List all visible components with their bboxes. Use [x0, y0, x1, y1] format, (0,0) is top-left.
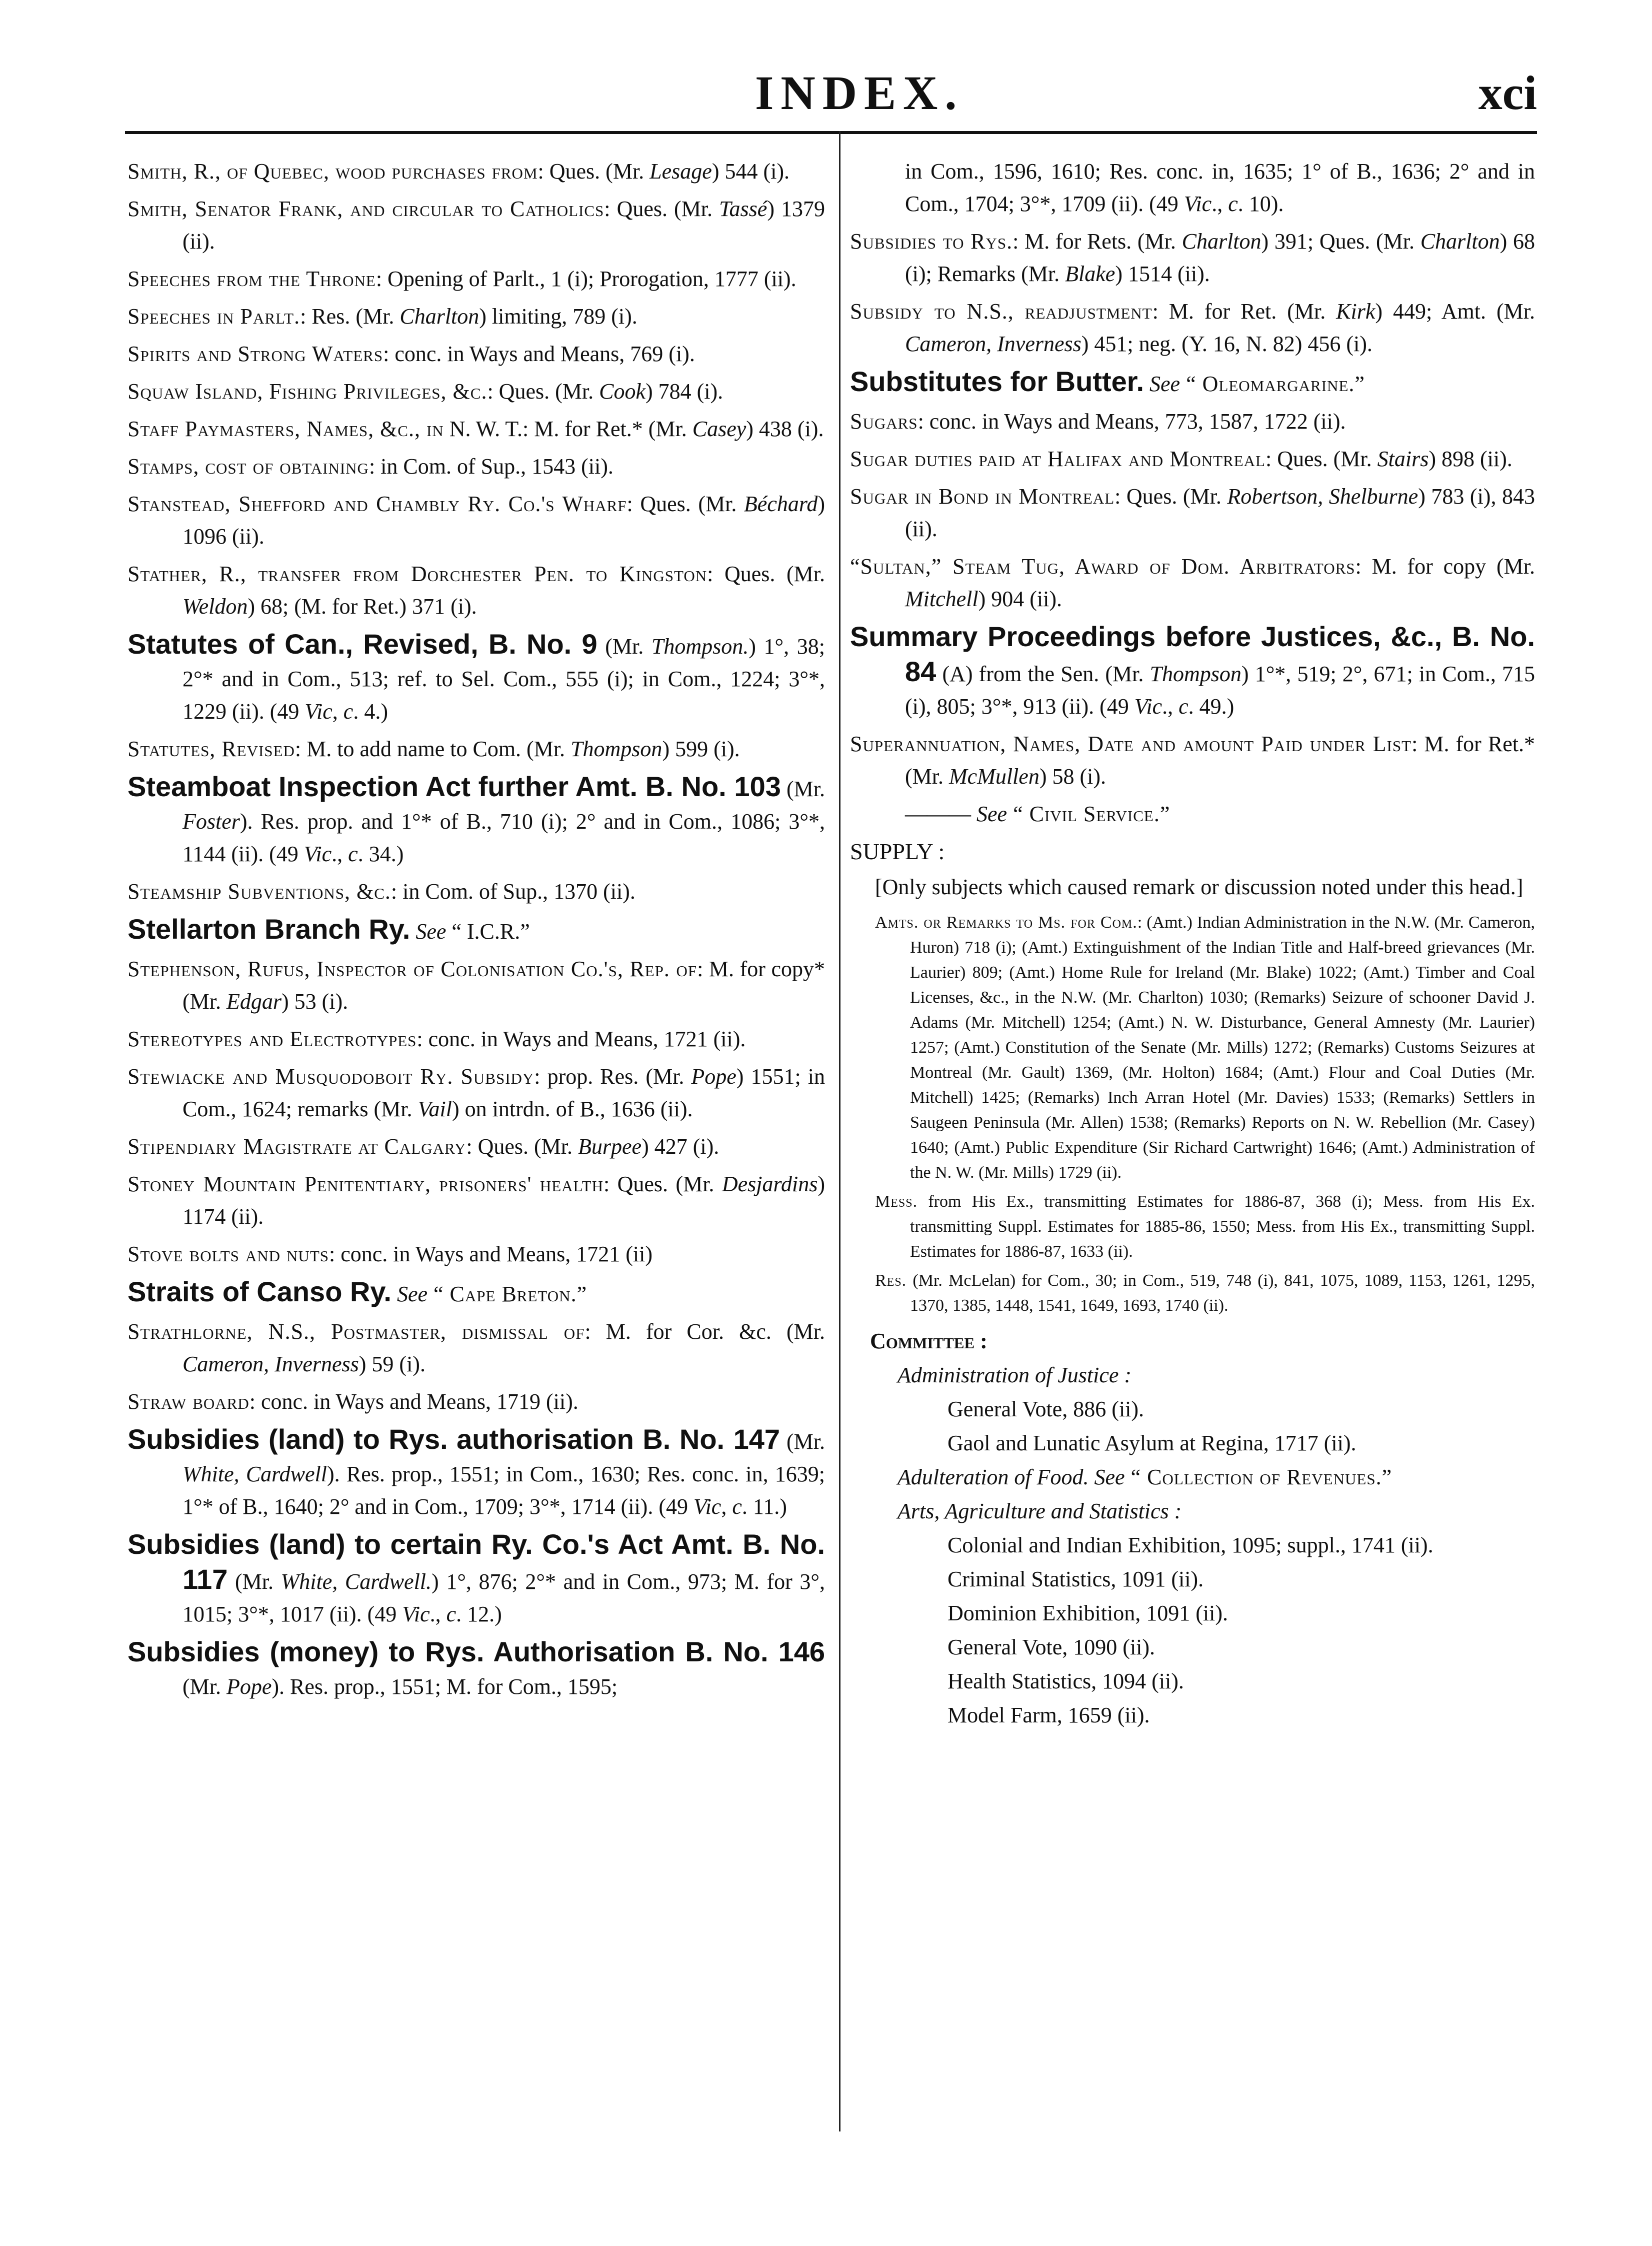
index-entry: Sugars: conc. in Ways and Means, 773, 1587, 1722 (ii). [850, 409, 1346, 434]
column-divider [839, 131, 840, 2131]
committee-item: General Vote, 886 (ii). [948, 1397, 1144, 1421]
supply-entry: Amts. or Remarks to Ms. for Com.: (Amt.) Indian Administration in the N.W. (Mr. Cameron, Huron) 718 (i); (Amt.) Extinguishment of the Indian Title and Half-breed grievances (Mr. Laurier) 809; (Amt.) Home Rule for Ireland (Mr. Blake) 1022; (Amt.) Timber and Coal Licenses, &c., in the N.W. (Mr. Charlton) 1030; (Remarks) Seizure of schooner David J. Adams (Mr. Mitchell) 1254; (Amt.) N. W. Disturbance, General Amnesty (Mr. Laurier) 1257; (Amt.) Constitution of the Senate (Mr. Mills) 1272; (Remarks) Customs Seizures at Montreal (Mr. Gault) 1369, (Mr. Holton) 1684; (Amt.) Flour and Coal Duties (Mr. Mitchell) 1425; (Remarks) Inch Arran Hotel (Mr. Davies) 1533; (Remarks) Settlers in Saugeen Peninsula (Mr. Allen) 1538; (Remarks) Reports on N. W. Rebellion (Mr. Casey) 1640; (Amt.) Public Expenditure (Sir Richard Cartwright) 1646; (Amt.) Administration of the N. W. (Mr. Mills) 1729 (ii). [875, 913, 1535, 1182]
index-entry-see-also: ——— See “ Civil Service.” [905, 802, 1170, 826]
index-entry: Straits of Canso Ry. See “ Cape Breton.” [128, 1276, 588, 1307]
index-entry: Sugar duties paid at Halifax and Montreal: Ques. (Mr. Stairs) 898 (ii). [850, 447, 1512, 471]
page-title: INDEX. [755, 66, 964, 120]
index-entry: Steamboat Inspection Act further Amt. B. No. 103 (Mr. Foster). Res. prop. and 1°* of B., 710 (i); 2° and in Com., 1086; 3°*, 1144 (ii). (49 Vic., c. 34.) [128, 771, 826, 866]
index-entry: Subsidy to N.S., readjustment: M. for Ret. (Mr. Kirk) 449; Amt. (Mr. Cameron, Inverness) 451; neg. (Y. 16, N. 82) 456 (i). [850, 299, 1535, 356]
index-entry: Straw board: conc. in Ways and Means, 1719 (ii). [128, 1389, 578, 1414]
committee-item: Gaol and Lunatic Asylum at Regina, 1717 (ii). [948, 1431, 1356, 1455]
index-entry: Squaw Island, Fishing Privileges, &c.: Ques. (Mr. Cook) 784 (i). [128, 379, 724, 404]
left-column [128, 155, 825, 1708]
index-entry: Statutes, Revised: M. to add name to Com. (Mr. Thompson) 599 (i). [128, 737, 740, 761]
index-entry: Stellarton Branch Ry. See “ I.C.R.” [128, 913, 530, 945]
index-entry: Substitutes for Butter. See “ Oleomargarine.” [850, 366, 1365, 397]
index-entry: Strathlorne, N.S., Postmaster, dismissal of: M. for Cor. &c. (Mr. Cameron, Inverness) 59 (i). [128, 1319, 825, 1376]
committee-subhead: Administration of Justice : [898, 1363, 1132, 1387]
index-entry: Subsidies (land) to Rys. authorisation B. No. 147 (Mr. White, Cardwell). Res. prop., 1551; in Com., 1630; Res. conc. in, 1639; 1°* of B., 1640; 2° and in Com., 1709; 3°*, 1714 (ii). (49 Vic, c. 11.) [128, 1423, 826, 1519]
index-entry: Steamship Subventions, &c.: in Com. of Sup., 1370 (ii). [128, 879, 636, 904]
index-entry: Sugar in Bond in Montreal: Ques. (Mr. Robertson, Shelburne) 783 (i), 843 (ii). [850, 484, 1535, 541]
index-entry: Stewiacke and Musquodoboit Ry. Subsidy: prop. Res. (Mr. Pope) 1551; in Com., 1624; remarks (Mr. Vail) on intrdn. of B., 1636 (ii). [128, 1064, 825, 1121]
index-entry: Smith, R., of Quebec, wood purchases from: Ques. (Mr. Lesage) 544 (i). [128, 159, 790, 184]
index-entry: Summary Proceedings before Justices, &c., B. No. 84 (A) from the Sen. (Mr. Thompson) 1°*, 519; 2°, 671; in Com., 715 (i), 805; 3°*, 913 (ii). (49 Vic., c. 49.) [850, 621, 1535, 719]
index-entry: Stephenson, Rufus, Inspector of Colonisation Co.'s, Rep. of: M. for copy* (Mr. Edgar) 53 (i). [128, 957, 825, 1014]
index-entry: Stoney Mountain Penitentiary, prisoners' health: Ques. (Mr. Desjardins) 1174 (ii). [128, 1172, 825, 1229]
index-entry: Stanstead, Shefford and Chambly Ry. Co.'s Wharf: Ques. (Mr. Béchard) 1096 (ii). [128, 492, 826, 549]
index-entry: Speeches from the Throne: Opening of Parlt., 1 (i); Prorogation, 1777 (ii). [128, 267, 796, 291]
supply-note: [Only subjects which caused remark or discussion noted under this head.] [875, 875, 1524, 899]
index-entry: Stamps, cost of obtaining: in Com. of Sup., 1543 (ii). [128, 454, 614, 479]
header-rule [125, 131, 1537, 134]
committee-subhead: Adulteration of Food. See “ Collection of Revenues.” [898, 1465, 1392, 1489]
index-entry: Stather, R., transfer from Dorchester Pen. to Kingston: Ques. (Mr. Weldon) 68; (M. for Ret.) 371 (i). [128, 562, 825, 619]
index-entry: Stereotypes and Electrotypes: conc. in Ways and Means, 1721 (ii). [128, 1027, 746, 1051]
index-entry: Stove bolts and nuts: conc. in Ways and Means, 1721 (ii) [128, 1242, 652, 1266]
index-entry: Subsidies (money) to Rys. Authorisation B. No. 146 (Mr. Pope). Res. prop., 1551; M. for Com., 1595; [128, 1636, 825, 1699]
index-entry-continuation: in Com., 1596, 1610; Res. conc. in, 1635; 1° of B., 1636; 2° and in Com., 1704; 3°*, 1709 (ii). (49 Vic., c. 10). [905, 159, 1535, 216]
committee-item: Model Farm, 1659 (ii). [948, 1703, 1150, 1727]
committee-item: Dominion Exhibition, 1091 (ii). [948, 1601, 1228, 1625]
index-entry: Staff Paymasters, Names, &c., in N. W. T.: M. for Ret.* (Mr. Casey) 438 (i). [128, 417, 824, 441]
index-entry: Spirits and Strong Waters: conc. in Ways and Means, 769 (i). [128, 342, 695, 366]
supply-entry: Res. (Mr. McLelan) for Com., 30; in Com., 519, 748 (i), 841, 1075, 1089, 1153, 1261, 1295, 1370, 1385, 1448, 1541, 1649, 1693, 1740 (ii). [875, 1271, 1535, 1315]
page-number: xci [1478, 66, 1537, 120]
committee-item: Colonial and Indian Exhibition, 1095; suppl., 1741 (ii). [948, 1533, 1434, 1557]
index-entry: Statutes of Can., Revised, B. No. 9 (Mr. Thompson.) 1°, 38; 2°* and in Com., 513; ref. to Sel. Com., 555 (i); in Com., 1224; 3°*, 1229 (ii). (49 Vic, c. 4.) [128, 628, 826, 724]
supply-heading: SUPPLY : [850, 839, 945, 864]
index-entry: Smith, Senator Frank, and circular to Catholics: Ques. (Mr. Tassé) 1379 (ii). [128, 197, 826, 254]
committee-heading: Committee : [870, 1329, 988, 1353]
committee-item: General Vote, 1090 (ii). [948, 1635, 1156, 1659]
supply-entry: Mess. from His Ex., transmitting Estimates for 1886-87, 368 (i); Mess. from His Ex. transmitting Suppl. Estimates for 1885-86, 1550; Mess. from His Ex., transmitting Suppl. Estimates for 1886-87, 1633 (ii). [875, 1192, 1535, 1261]
right-column [850, 155, 1535, 1733]
index-entry: Speeches in Parlt.: Res. (Mr. Charlton) limiting, 789 (i). [128, 304, 638, 329]
committee-item: Health Statistics, 1094 (ii). [948, 1669, 1184, 1693]
index-entry: Superannuation, Names, Date and amount Paid under List: M. for Ret.* (Mr. McMullen) 58 (i). [850, 732, 1535, 789]
index-entry: “Sultan,” Steam Tug, Award of Dom. Arbitrators: M. for copy (Mr. Mitchell) 904 (ii). [850, 554, 1535, 611]
index-entry: Subsidies (land) to certain Ry. Co.'s Act Amt. B. No. 117 (Mr. White, Cardwell.) 1°, 876; 2°* and in Com., 973; M. for 3°, 1015; 3°*, 1017 (ii). (49 Vic., c. 12.) [128, 1528, 825, 1626]
committee-item: Criminal Statistics, 1091 (ii). [948, 1567, 1204, 1591]
index-entry: Subsidies to Rys.: M. for Rets. (Mr. Charlton) 391; Ques. (Mr. Charlton) 68 (i); Remarks (Mr. Blake) 1514 (ii). [850, 229, 1535, 286]
committee-subhead: Arts, Agriculture and Statistics : [898, 1499, 1182, 1523]
index-entry: Stipendiary Magistrate at Calgary: Ques. (Mr. Burpee) 427 (i). [128, 1134, 720, 1159]
